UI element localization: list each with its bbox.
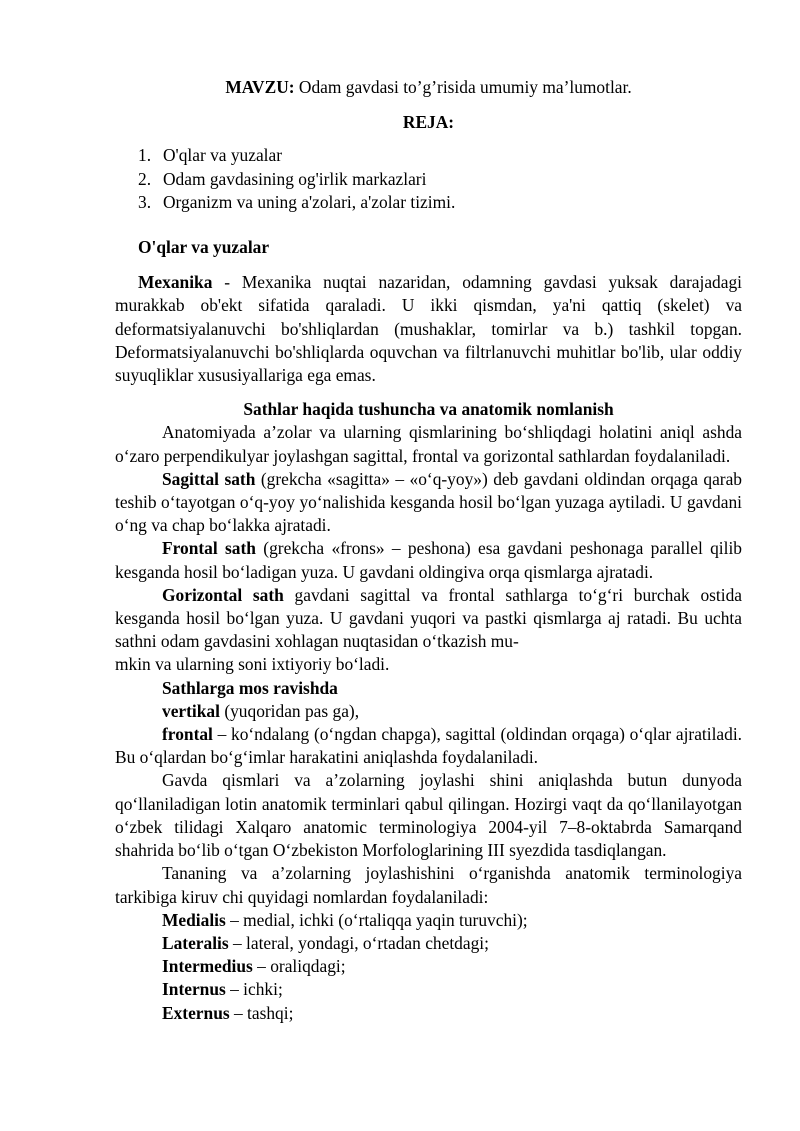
topic-text: Odam gavdasi to’g’risida umumiy ma’lumotlar. <box>294 77 632 97</box>
list-number: 3. <box>138 191 152 212</box>
sagittal-text: (grekcha «sagitta» – «o‘q-yoy») deb gavdani oldindan orqaga qarab teshib o‘tayotgan o‘q-yoy yo‘nalishida kesganda hosil bo‘lgan yuzaga aytiladi. U gavdani o‘ng va chap bo‘lakka ajratadi. <box>115 468 742 536</box>
mexanika-term: Mexanika <box>138 272 213 293</box>
list-item <box>115 191 742 214</box>
document-page <box>115 76 742 1025</box>
vertikal-term: vertikal <box>162 700 220 721</box>
list-text: Organizm va uning a'zolari, a'zolar tizimi. <box>163 191 456 212</box>
vertikal-text: (yuqoridan pas ga), <box>219 700 360 721</box>
sagittal-paragraph <box>115 468 742 538</box>
term-text: – ichki; <box>225 979 283 1000</box>
correspond-term: Sathlarga mos ravishda <box>162 677 338 698</box>
term-name: Lateralis <box>162 932 229 953</box>
list-number: 2. <box>138 168 152 189</box>
frontal-paragraph <box>115 537 742 583</box>
mexanika-paragraph <box>115 271 742 387</box>
gorizontal-term: Gorizontal sath <box>162 584 284 605</box>
frontal-axis-term: frontal <box>162 724 213 745</box>
topic-label: MAVZU: <box>225 77 295 97</box>
plan-list <box>115 144 742 214</box>
term-text: – oraliqdagi; <box>252 956 346 977</box>
sagittal-term: Sagittal sath <box>162 468 256 489</box>
term-line <box>115 955 742 978</box>
term-line <box>115 1002 742 1025</box>
planes-heading: Sathlar haqida tushuncha va anatomik nomlanish <box>243 399 614 420</box>
term-name: Internus <box>162 979 226 1000</box>
planes-intro: Anatomiyada a’zolar va ularning qismlarining bo‘shliqdagi holatini aniql ashda o‘zaro perpendikulyar joylashgan sagittal, frontal va gorizontal sathlardan foydalaniladi. <box>115 422 742 466</box>
vertikal-line <box>115 700 742 723</box>
frontal-text: (grekcha «frons» – peshona) esa gavdani peshonaga parallel qilib kesganda hosil bo‘ladigan yuza. U gavdani oldingiva orqa qismlarga ajratadi. <box>115 538 742 582</box>
list-number: 1. <box>138 145 152 166</box>
term-line <box>115 932 742 955</box>
list-item <box>115 144 742 167</box>
gorizontal-paragraph <box>115 584 742 654</box>
list-item <box>115 168 742 191</box>
frontal-axis-text: – ko‘ndalang (o‘ngdan chapga), sagittal (oldindan orqaga) o‘qlar ajratiladi. Bu o‘qlardan bo‘g‘imlar harakatini aniqlashda foydalaniladi. <box>115 724 742 768</box>
frontal-axis-paragraph <box>115 723 742 769</box>
section-heading: O'qlar va yuzalar <box>138 237 270 258</box>
mexanika-text: - Mexanika nuqtai nazaridan, odamning gavdasi yuksak darajadagi murakkab ob'ekt sifatida qaraladi. U ikki qismdan, ya'ni qattiq (skelet) va deformatsiyalanuvchi bo'shliqlardan (mushaklar, tomirlar va b.) tashkil topgan. Deformatsiyalanuvchi bo'shliqlarda oquvchan va filtrlanuvchi muhitlar bo'lib, ular oddiy suyuqliklar xususiyallariga ega emas. <box>115 272 742 386</box>
list-text: O'qlar va yuzalar <box>163 145 283 166</box>
term-name: Medialis <box>162 909 226 930</box>
plan-title: REJA: <box>402 112 455 133</box>
term-line <box>115 978 742 1001</box>
list-text: Odam gavdasining og'irlik markazlari <box>163 168 427 189</box>
frontal-term: Frontal sath <box>162 538 256 559</box>
latin-paragraph: Gavda qismlari va a’zolarning joylashi shini aniqlashda butun dunyoda qo‘llaniladigan lotin anatomik terminlari qabul qilingan. Hozirgi vaqt da qo‘llanilayotgan o‘zbek tilidagi Xalqaro anatomic terminologiya 2004-yil 7–8-oktabrda Samarqand shahrida bo‘lib o‘tgan O‘zbekiston Morfologlarining III syezdida tasdiqlangan. <box>115 770 742 861</box>
topic-line <box>115 76 742 99</box>
gorizontal-continuation: mkin va ularning soni ixtiyoriy bo‘ladi. <box>115 654 390 675</box>
correspond-heading <box>115 677 742 700</box>
term-text: – lateral, yondagi, o‘rtadan chetdagi; <box>228 932 489 953</box>
term-line <box>115 909 742 932</box>
gorizontal-text: gavdani sagittal va frontal sathlarga to‘g‘ri burchak ostida kesganda hosil bo‘lgan yuza. U gavdani yuqori va pastki qismlarga aj ratadi. Bu uchta sathni odam gavdasini xohlagan nuqtasidan o‘tkazish mu- <box>115 584 743 652</box>
term-name: Externus <box>162 1002 230 1023</box>
term-text: – medial, ichki (o‘rtaliqqa yaqin turuvchi); <box>225 909 528 930</box>
terms-intro: Tananing va a’zolarning joylashishini o‘rganishda anatomik terminologiya tarkibiga kiruv chi quyidagi nomlardan foydalaniladi: <box>115 863 742 907</box>
term-name: Intermedius <box>162 956 253 977</box>
term-text: – tashqi; <box>229 1002 294 1023</box>
